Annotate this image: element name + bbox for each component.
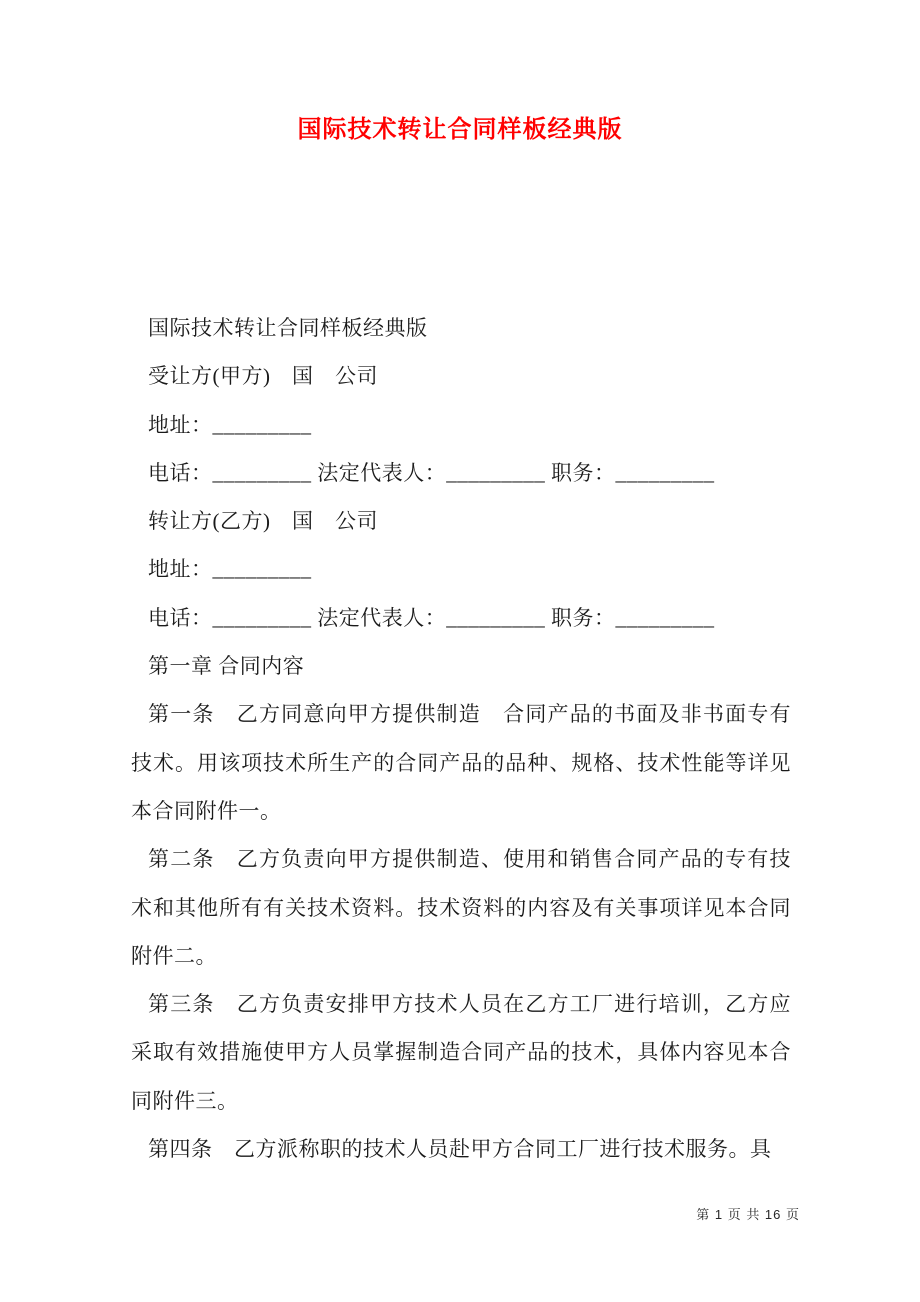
clause-4-paragraph: 第四条 乙方派称职的技术人员赴甲方合同工厂进行技术服务。具 — [148, 1137, 772, 1162]
party-b-phone-line: 电话：_________ 法定代表人：_________ 职务：_________ — [148, 605, 715, 630]
document-body — [131, 304, 791, 1173]
page-number-footer — [696, 1204, 800, 1223]
clause-2-paragraph: 第二条 乙方负责向甲方提供制造、使用和销售合同产品的专有技术和其他所有有关技术资料。技术资料的内容及有关事项详见本合同附件二。 — [131, 847, 791, 968]
party-a-phone-line: 电话：_________ 法定代表人：_________ 职务：_________ — [148, 460, 715, 485]
clause-1-paragraph: 第一条 乙方同意向甲方提供制造 合同产品的书面及非书面专有技术。用该项技术所生产的合同产品的品种、规格、技术性能等详见本合同附件一。 — [131, 702, 791, 823]
party-b-line: 转让方(乙方) 国 公司 — [148, 509, 378, 534]
party-a-address-line: 地址：_________ — [148, 412, 312, 437]
body-title-line: 国际技术转让合同样板经典版 — [148, 316, 428, 340]
page-number-text: 第 1 页 共 16 页 — [696, 1207, 800, 1222]
party-a-line: 受让方(甲方) 国 公司 — [148, 364, 378, 389]
party-b-address-line: 地址：_________ — [148, 557, 312, 582]
document-title: 国际技术转让合同样板经典版 — [297, 117, 623, 143]
chapter-heading: 第一章 合同内容 — [148, 654, 305, 679]
clause-3-paragraph: 第三条 乙方负责安排甲方技术人员在乙方工厂进行培训，乙方应采取有效措施使甲方人员掌握制造合同产品的技术，具体内容见本合同附件三。 — [131, 992, 791, 1113]
